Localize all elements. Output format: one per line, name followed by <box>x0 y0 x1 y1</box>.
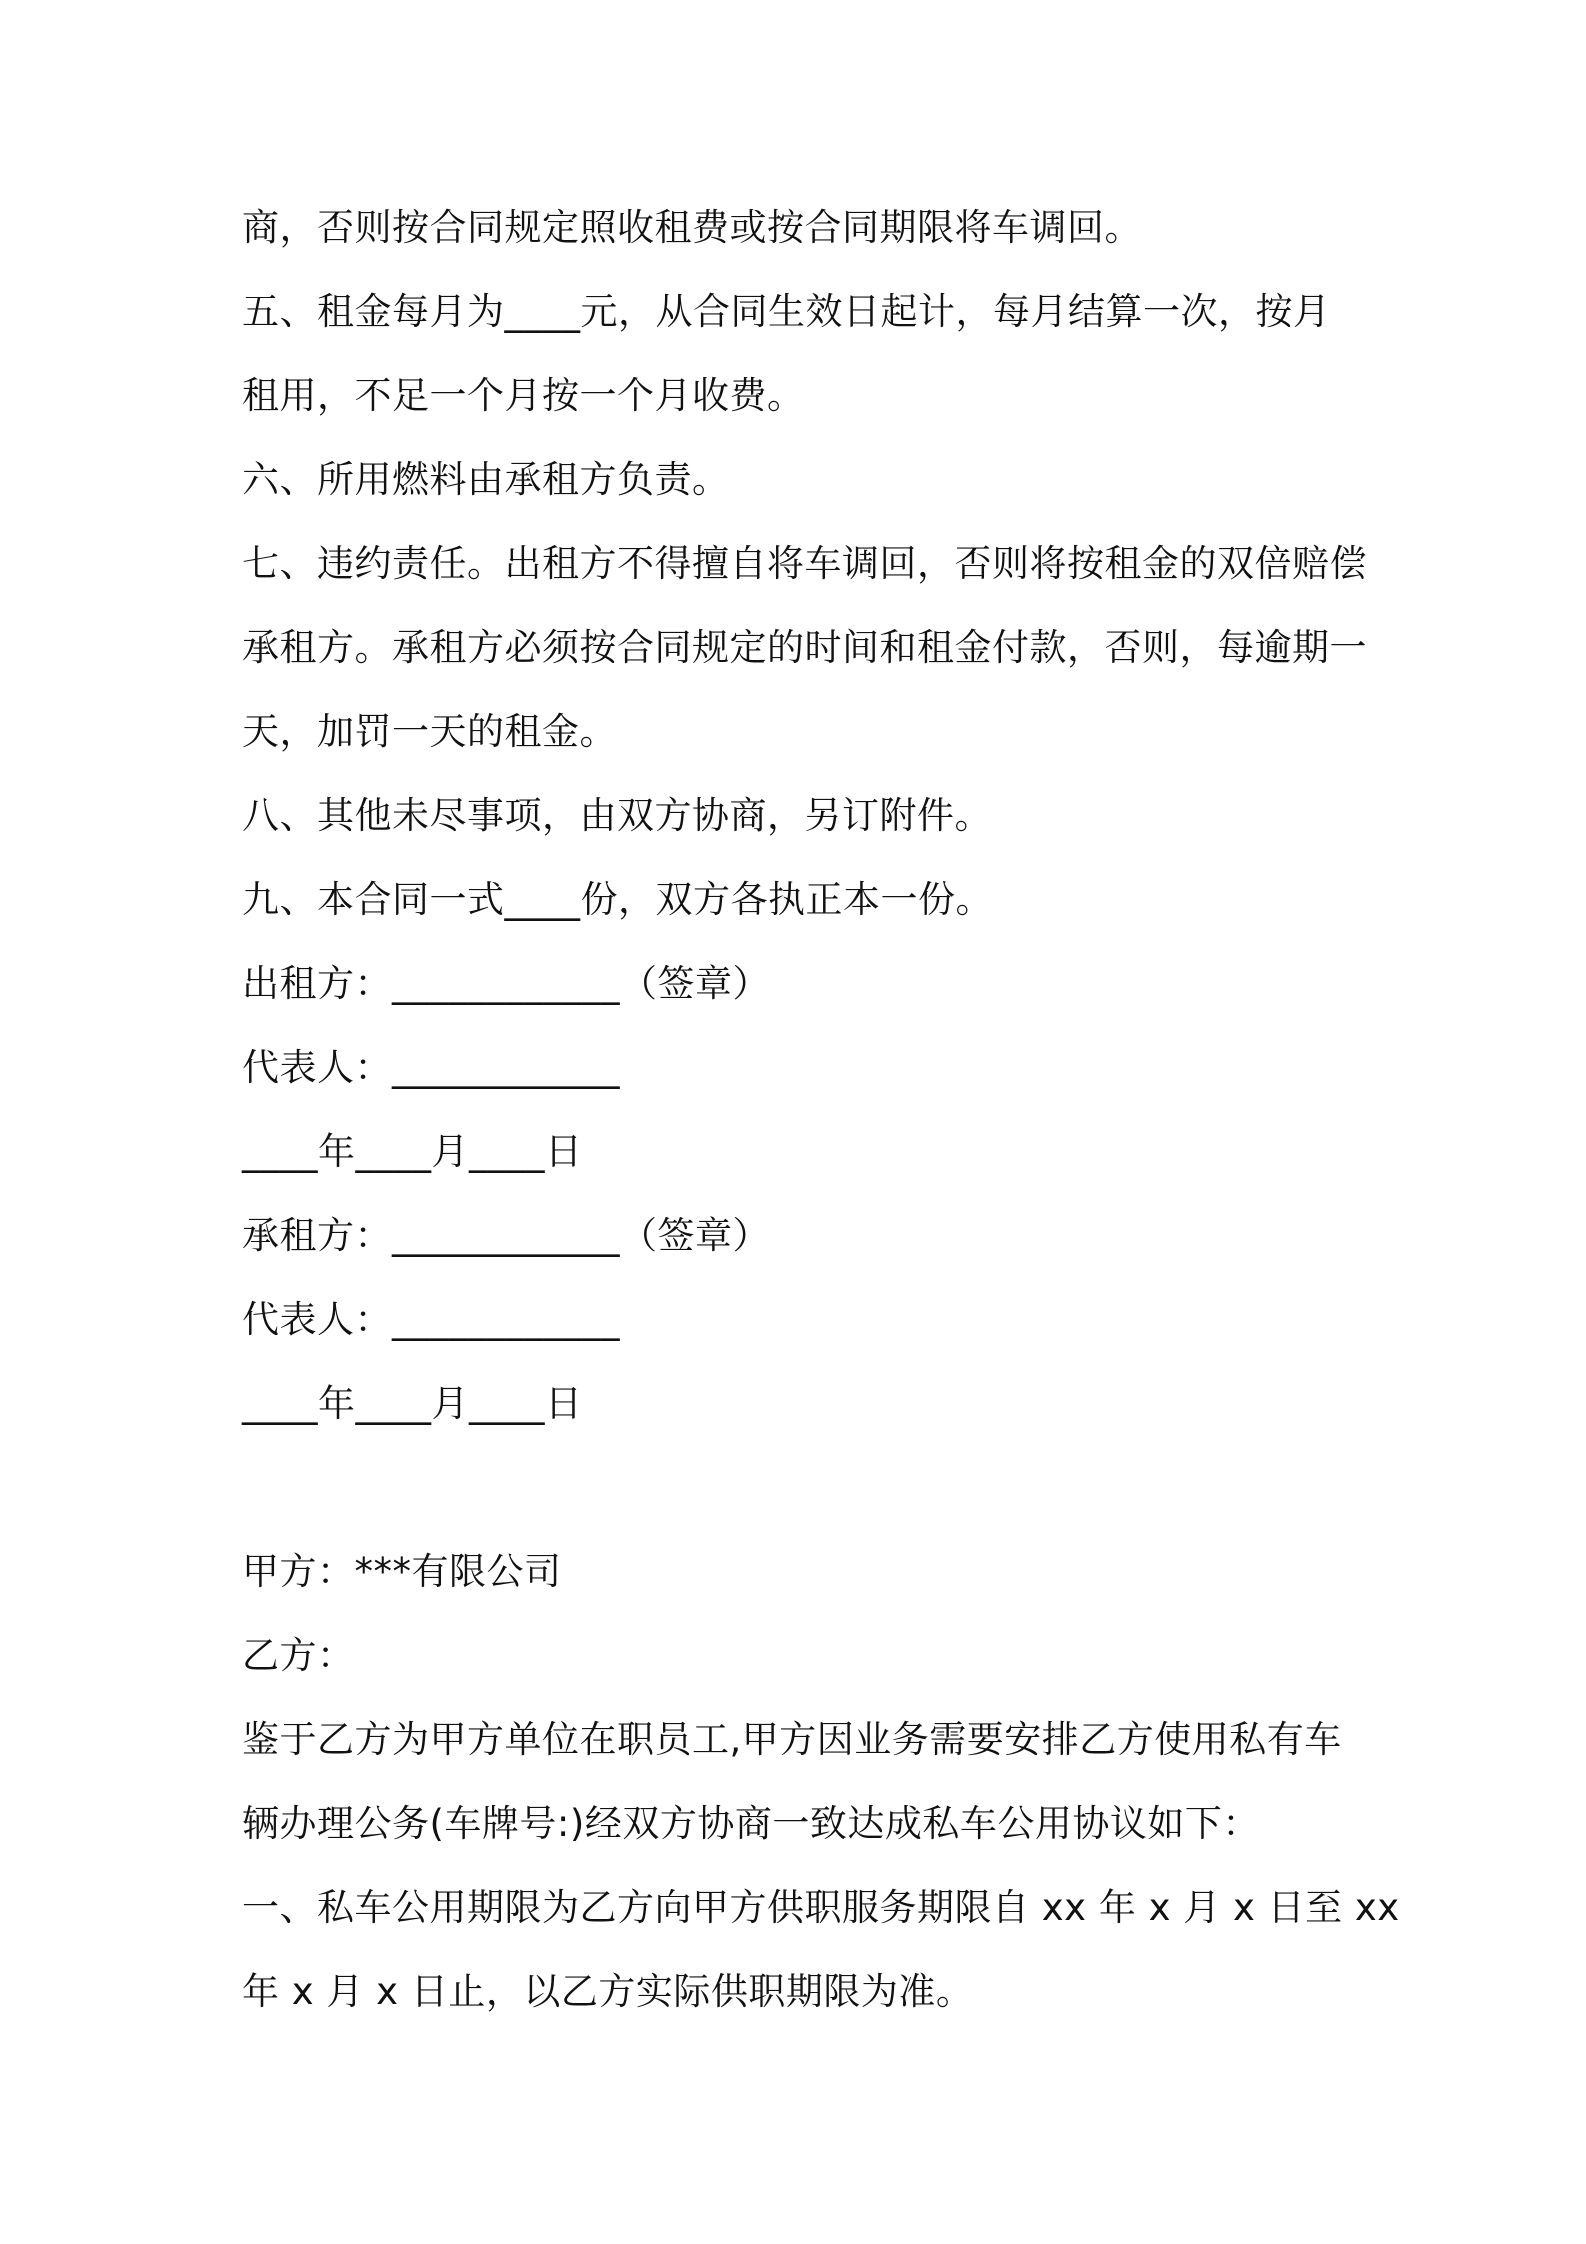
paragraph-line: 年 x 月 x 日止，以乙方实际供职期限为准。 <box>242 1970 974 2013</box>
paragraph-line: 一、私车公用期限为乙方向甲方供职服务期限自 xx 年 x 月 x 日至 xx <box>242 1886 1400 1929</box>
paragraph-line: 八、其他未尽事项，由双方协商，另订附件。 <box>242 794 992 837</box>
lessee-date-line: ____年____月____日 <box>242 1382 583 1425</box>
paragraph-line: 五、租金每月为____元，从合同生效日起计，每月结算一次，按月 <box>242 290 1331 333</box>
lessee-representative-line: 代表人：____________ <box>242 1298 620 1341</box>
paragraph-line: 九、本合同一式____份，双方各执正本一份。 <box>242 878 993 921</box>
lessor-signature-line: 出租方：____________（签章） <box>242 962 770 1005</box>
party-a-line: 甲方：***有限公司 <box>242 1550 562 1593</box>
paragraph-line: 承租方。承租方必须按合同规定的时间和租金付款，否则，每逾期一 <box>242 626 1367 669</box>
lessor-representative-line: 代表人：____________ <box>242 1046 620 1089</box>
party-b-line: 乙方： <box>242 1634 355 1677</box>
paragraph-line: 辆办理公务(车牌号:)经双方协商一致达成私车公用协议如下： <box>242 1802 1260 1845</box>
lessee-signature-line: 承租方：____________（签章） <box>242 1214 770 1257</box>
paragraph-line: 七、违约责任。出租方不得擅自将车调回，否则将按租金的双倍赔偿 <box>242 542 1367 585</box>
paragraph-line: 鉴于乙方为甲方单位在职员工,甲方因业务需要安排乙方使用私有车 <box>242 1718 1342 1761</box>
paragraph-line: 天，加罚一天的租金。 <box>242 710 617 753</box>
paragraph-line: 商，否则按合同规定照收租费或按合同期限将车调回。 <box>242 206 1142 249</box>
paragraph-line: 租用，不足一个月按一个月收费。 <box>242 374 805 417</box>
paragraph-line: 六、所用燃料由承租方负责。 <box>242 458 730 501</box>
lessor-date-line: ____年____月____日 <box>242 1130 583 1173</box>
